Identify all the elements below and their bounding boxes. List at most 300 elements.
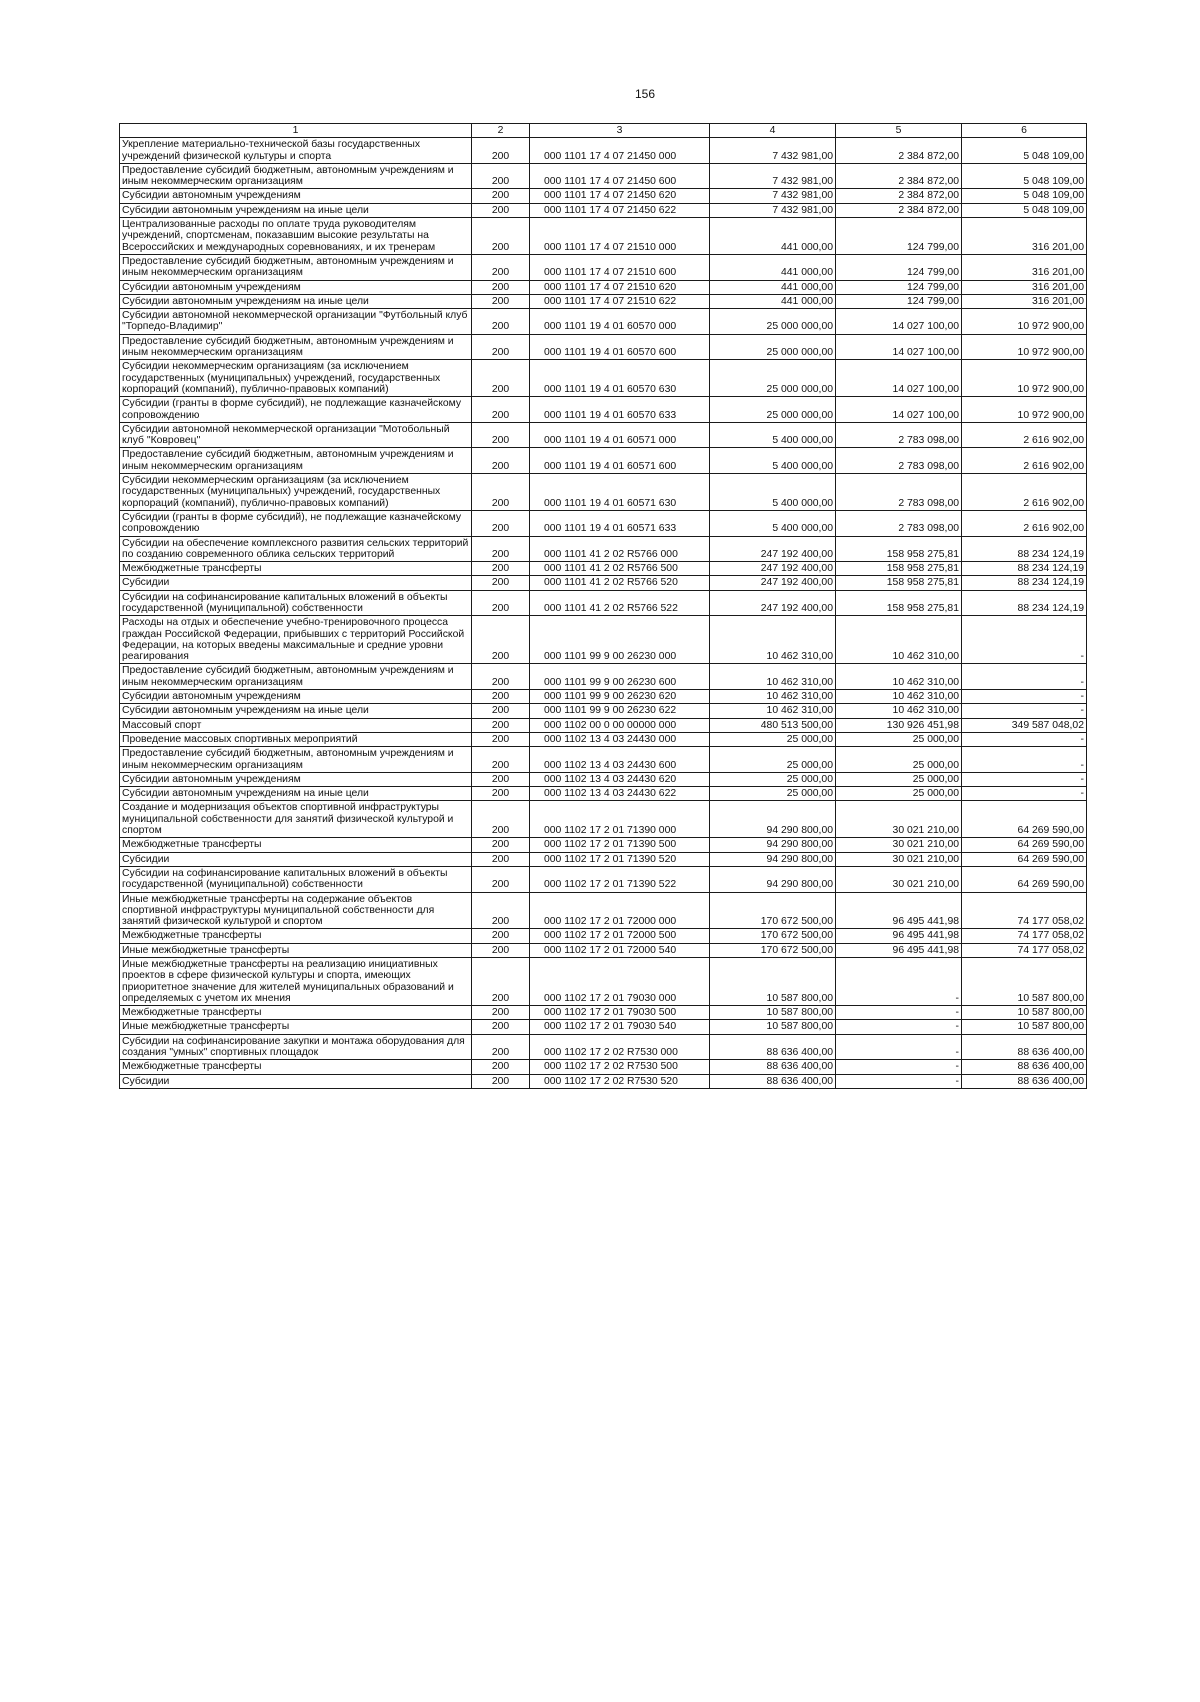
page-number: 156 — [634, 87, 656, 101]
row-name: Субсидии — [120, 852, 472, 866]
table-row — [120, 590, 1087, 616]
column-header: 3 — [530, 124, 710, 138]
row-budget-code: 000 1101 17 4 07 21450 600 — [530, 163, 710, 189]
row-name: Субсидии автономным учреждениям на иные цели — [120, 294, 472, 308]
row-budget-code: 000 1102 17 2 01 71390 522 — [530, 866, 710, 892]
row-budget-code: 000 1101 99 9 00 26230 622 — [530, 704, 710, 718]
row-admin-code: 200 — [472, 718, 530, 732]
column-header: 5 — [836, 124, 962, 138]
table-row — [120, 1034, 1087, 1060]
table-row — [120, 280, 1087, 294]
row-name: Субсидии автономным учреждениям на иные цели — [120, 704, 472, 718]
table-row — [120, 254, 1087, 280]
row-executed-amount: 2 783 098,00 — [836, 474, 962, 511]
row-name: Иные межбюджетные трансферты — [120, 1020, 472, 1034]
row-executed-amount: 2 384 872,00 — [836, 203, 962, 217]
row-name: Субсидии — [120, 576, 472, 590]
row-remaining-amount: 5 048 109,00 — [962, 203, 1087, 217]
row-remaining-amount: 10 587 800,00 — [962, 1006, 1087, 1020]
row-admin-code: 200 — [472, 163, 530, 189]
row-approved-amount: 94 290 800,00 — [710, 852, 836, 866]
row-executed-amount: 14 027 100,00 — [836, 397, 962, 423]
row-approved-amount: 441 000,00 — [710, 218, 836, 255]
row-approved-amount: 5 400 000,00 — [710, 448, 836, 474]
row-admin-code: 200 — [472, 1060, 530, 1074]
row-executed-amount: 10 462 310,00 — [836, 690, 962, 704]
table-row — [120, 562, 1087, 576]
table-row — [120, 576, 1087, 590]
row-budget-code: 000 1101 17 4 07 21450 622 — [530, 203, 710, 217]
row-admin-code: 200 — [472, 576, 530, 590]
row-approved-amount: 5 400 000,00 — [710, 474, 836, 511]
row-budget-code: 000 1101 99 9 00 26230 620 — [530, 690, 710, 704]
row-executed-amount: - — [836, 1020, 962, 1034]
column-header: 1 — [120, 124, 472, 138]
row-approved-amount: 10 587 800,00 — [710, 1006, 836, 1020]
row-executed-amount: 2 384 872,00 — [836, 163, 962, 189]
row-name: Иные межбюджетные трансферты на содержание объектов спортивной инфраструктуры муниципальной собственности для занятий физической культурой и спортом — [120, 892, 472, 929]
row-budget-code: 000 1101 41 2 02 R5766 520 — [530, 576, 710, 590]
row-budget-code: 000 1102 17 2 01 71390 520 — [530, 852, 710, 866]
row-executed-amount: 25 000,00 — [836, 772, 962, 786]
row-approved-amount: 7 432 981,00 — [710, 163, 836, 189]
row-admin-code: 200 — [472, 422, 530, 448]
row-admin-code: 200 — [472, 747, 530, 773]
row-executed-amount: - — [836, 1060, 962, 1074]
row-admin-code: 200 — [472, 448, 530, 474]
row-admin-code: 200 — [472, 664, 530, 690]
row-budget-code: 000 1102 17 2 01 79030 500 — [530, 1006, 710, 1020]
row-budget-code: 000 1101 19 4 01 60570 000 — [530, 309, 710, 335]
row-remaining-amount: - — [962, 616, 1087, 664]
row-remaining-amount: 316 201,00 — [962, 294, 1087, 308]
row-name: Создание и модернизация объектов спортивной инфраструктуры муниципальной собственности для занятий физической культурой и спортом — [120, 801, 472, 838]
row-admin-code: 200 — [472, 536, 530, 562]
row-executed-amount: 14 027 100,00 — [836, 334, 962, 360]
row-executed-amount: 25 000,00 — [836, 732, 962, 746]
table-row — [120, 838, 1087, 852]
row-admin-code: 200 — [472, 360, 530, 397]
row-remaining-amount: 74 177 058,02 — [962, 929, 1087, 943]
table-row — [120, 801, 1087, 838]
row-approved-amount: 5 400 000,00 — [710, 422, 836, 448]
row-approved-amount: 5 400 000,00 — [710, 510, 836, 536]
row-approved-amount: 170 672 500,00 — [710, 929, 836, 943]
row-name: Иные межбюджетные трансферты — [120, 943, 472, 957]
row-budget-code: 000 1101 17 4 07 21510 622 — [530, 294, 710, 308]
row-budget-code: 000 1102 13 4 03 24430 622 — [530, 787, 710, 801]
row-executed-amount: 158 958 275,81 — [836, 562, 962, 576]
row-admin-code: 200 — [472, 1074, 530, 1088]
row-budget-code: 000 1101 41 2 02 R5766 000 — [530, 536, 710, 562]
row-name: Массовый спорт — [120, 718, 472, 732]
table-row — [120, 958, 1087, 1006]
row-approved-amount: 10 462 310,00 — [710, 704, 836, 718]
table-row — [120, 943, 1087, 957]
row-executed-amount: 96 495 441,98 — [836, 943, 962, 957]
row-approved-amount: 25 000,00 — [710, 787, 836, 801]
row-approved-amount: 25 000 000,00 — [710, 397, 836, 423]
row-name: Субсидии автономным учреждениям — [120, 280, 472, 294]
row-budget-code: 000 1101 19 4 01 60571 630 — [530, 474, 710, 511]
row-executed-amount: 30 021 210,00 — [836, 838, 962, 852]
row-admin-code: 200 — [472, 203, 530, 217]
row-executed-amount: 96 495 441,98 — [836, 929, 962, 943]
table-row — [120, 772, 1087, 786]
table-row — [120, 474, 1087, 511]
row-admin-code: 200 — [472, 732, 530, 746]
row-remaining-amount: - — [962, 732, 1087, 746]
row-remaining-amount: 10 587 800,00 — [962, 1020, 1087, 1034]
row-remaining-amount: 88 234 124,19 — [962, 590, 1087, 616]
row-approved-amount: 441 000,00 — [710, 280, 836, 294]
row-approved-amount: 25 000,00 — [710, 772, 836, 786]
row-name: Предоставление субсидий бюджетным, автономным учреждениям и иным некоммерческим организациям — [120, 334, 472, 360]
row-name: Укрепление материально-технической базы государственных учреждений физической культуры и спорта — [120, 138, 472, 164]
table-row — [120, 1020, 1087, 1034]
row-admin-code: 200 — [472, 616, 530, 664]
row-admin-code: 200 — [472, 801, 530, 838]
row-executed-amount: - — [836, 1074, 962, 1088]
row-budget-code: 000 1101 17 4 07 21510 620 — [530, 280, 710, 294]
row-budget-code: 000 1102 17 2 01 72000 000 — [530, 892, 710, 929]
row-name: Субсидии автономной некоммерческой организации "Мотобольный клуб "Ковровец" — [120, 422, 472, 448]
row-name: Межбюджетные трансферты — [120, 1006, 472, 1020]
row-name: Предоставление субсидий бюджетным, автономным учреждениям и иным некоммерческим организациям — [120, 664, 472, 690]
row-approved-amount: 25 000 000,00 — [710, 309, 836, 335]
table-row — [120, 852, 1087, 866]
table-row — [120, 1060, 1087, 1074]
row-executed-amount: 30 021 210,00 — [836, 866, 962, 892]
table-row — [120, 536, 1087, 562]
row-remaining-amount: 2 616 902,00 — [962, 448, 1087, 474]
row-approved-amount: 88 636 400,00 — [710, 1034, 836, 1060]
table-row — [120, 787, 1087, 801]
row-executed-amount: 124 799,00 — [836, 218, 962, 255]
row-executed-amount: 2 384 872,00 — [836, 138, 962, 164]
row-approved-amount: 247 192 400,00 — [710, 590, 836, 616]
row-admin-code: 200 — [472, 309, 530, 335]
row-name: Субсидии автономной некоммерческой организации "Футбольный клуб "Торпедо-Владимир" — [120, 309, 472, 335]
row-budget-code: 000 1102 17 2 01 72000 540 — [530, 943, 710, 957]
row-approved-amount: 25 000,00 — [710, 732, 836, 746]
row-remaining-amount: 74 177 058,02 — [962, 943, 1087, 957]
row-approved-amount: 247 192 400,00 — [710, 576, 836, 590]
row-executed-amount: 96 495 441,98 — [836, 892, 962, 929]
row-remaining-amount: 2 616 902,00 — [962, 474, 1087, 511]
row-admin-code: 200 — [472, 334, 530, 360]
row-budget-code: 000 1102 17 2 01 71390 000 — [530, 801, 710, 838]
row-executed-amount: 124 799,00 — [836, 280, 962, 294]
row-remaining-amount: 10 972 900,00 — [962, 334, 1087, 360]
row-executed-amount: - — [836, 1006, 962, 1020]
row-name: Субсидии автономным учреждениям — [120, 772, 472, 786]
row-admin-code: 200 — [472, 958, 530, 1006]
row-budget-code: 000 1102 13 4 03 24430 000 — [530, 732, 710, 746]
row-remaining-amount: 349 587 048,02 — [962, 718, 1087, 732]
row-admin-code: 200 — [472, 474, 530, 511]
row-name: Субсидии на софинансирование капитальных вложений в объекты государственной (муниципальной) собственности — [120, 866, 472, 892]
row-remaining-amount: 5 048 109,00 — [962, 189, 1087, 203]
row-approved-amount: 480 513 500,00 — [710, 718, 836, 732]
table-row — [120, 397, 1087, 423]
row-budget-code: 000 1102 13 4 03 24430 600 — [530, 747, 710, 773]
row-budget-code: 000 1102 17 2 02 R7530 520 — [530, 1074, 710, 1088]
row-approved-amount: 94 290 800,00 — [710, 866, 836, 892]
row-budget-code: 000 1102 17 2 01 79030 000 — [530, 958, 710, 1006]
row-admin-code: 200 — [472, 189, 530, 203]
table-row — [120, 616, 1087, 664]
column-header: 4 — [710, 124, 836, 138]
row-admin-code: 200 — [472, 138, 530, 164]
row-remaining-amount: 88 234 124,19 — [962, 562, 1087, 576]
row-name: Межбюджетные трансферты — [120, 838, 472, 852]
row-budget-code: 000 1102 17 2 01 71390 500 — [530, 838, 710, 852]
row-budget-code: 000 1102 17 2 02 R7530 000 — [530, 1034, 710, 1060]
table-row — [120, 690, 1087, 704]
row-name: Субсидии на обеспечение комплексного развития сельских территорий по созданию современного облика сельских территорий — [120, 536, 472, 562]
row-name: Предоставление субсидий бюджетным, автономным учреждениям и иным некоммерческим организациям — [120, 163, 472, 189]
row-name: Предоставление субсидий бюджетным, автономным учреждениям и иным некоммерческим организациям — [120, 747, 472, 773]
column-header: 2 — [472, 124, 530, 138]
row-approved-amount: 25 000 000,00 — [710, 360, 836, 397]
row-remaining-amount: 316 201,00 — [962, 254, 1087, 280]
row-budget-code: 000 1101 17 4 07 21510 000 — [530, 218, 710, 255]
row-executed-amount: 30 021 210,00 — [836, 801, 962, 838]
row-name: Субсидии автономным учреждениям — [120, 189, 472, 203]
table-row — [120, 929, 1087, 943]
row-admin-code: 200 — [472, 943, 530, 957]
row-approved-amount: 10 462 310,00 — [710, 616, 836, 664]
row-budget-code: 000 1101 19 4 01 60570 633 — [530, 397, 710, 423]
row-remaining-amount: - — [962, 747, 1087, 773]
table-row — [120, 510, 1087, 536]
table-row — [120, 422, 1087, 448]
row-approved-amount: 94 290 800,00 — [710, 838, 836, 852]
row-budget-code: 000 1101 19 4 01 60571 000 — [530, 422, 710, 448]
row-approved-amount: 10 587 800,00 — [710, 1020, 836, 1034]
row-executed-amount: 14 027 100,00 — [836, 309, 962, 335]
column-number-row — [120, 124, 1087, 138]
row-budget-code: 000 1101 19 4 01 60570 630 — [530, 360, 710, 397]
row-remaining-amount: 316 201,00 — [962, 218, 1087, 255]
row-admin-code: 200 — [472, 280, 530, 294]
row-remaining-amount: 10 972 900,00 — [962, 309, 1087, 335]
row-admin-code: 200 — [472, 254, 530, 280]
row-remaining-amount: 64 269 590,00 — [962, 838, 1087, 852]
row-budget-code: 000 1102 17 2 02 R7530 500 — [530, 1060, 710, 1074]
row-executed-amount: 25 000,00 — [836, 787, 962, 801]
table-row — [120, 747, 1087, 773]
row-budget-code: 000 1101 17 4 07 21450 000 — [530, 138, 710, 164]
row-executed-amount: 130 926 451,98 — [836, 718, 962, 732]
row-name: Субсидии автономным учреждениям на иные цели — [120, 203, 472, 217]
row-approved-amount: 170 672 500,00 — [710, 943, 836, 957]
row-executed-amount: 124 799,00 — [836, 294, 962, 308]
row-approved-amount: 10 462 310,00 — [710, 664, 836, 690]
row-executed-amount: 10 462 310,00 — [836, 616, 962, 664]
row-remaining-amount: 74 177 058,02 — [962, 892, 1087, 929]
table-row — [120, 203, 1087, 217]
table-row — [120, 360, 1087, 397]
row-remaining-amount: 88 234 124,19 — [962, 536, 1087, 562]
row-remaining-amount: - — [962, 787, 1087, 801]
row-remaining-amount: 64 269 590,00 — [962, 852, 1087, 866]
row-admin-code: 200 — [472, 1020, 530, 1034]
row-name: Субсидии на софинансирование капитальных вложений в объекты государственной (муниципальной) собственности — [120, 590, 472, 616]
row-admin-code: 200 — [472, 838, 530, 852]
budget-table — [119, 123, 1087, 1089]
row-name: Межбюджетные трансферты — [120, 929, 472, 943]
row-remaining-amount: 5 048 109,00 — [962, 138, 1087, 164]
row-budget-code: 000 1101 17 4 07 21450 620 — [530, 189, 710, 203]
table-row — [120, 718, 1087, 732]
row-budget-code: 000 1101 19 4 01 60571 633 — [530, 510, 710, 536]
row-name: Проведение массовых спортивных мероприятий — [120, 732, 472, 746]
row-approved-amount: 88 636 400,00 — [710, 1074, 836, 1088]
row-approved-amount: 441 000,00 — [710, 254, 836, 280]
row-admin-code: 200 — [472, 704, 530, 718]
table-row — [120, 334, 1087, 360]
table-row — [120, 189, 1087, 203]
row-budget-code: 000 1102 00 0 00 00000 000 — [530, 718, 710, 732]
row-admin-code: 200 — [472, 294, 530, 308]
row-budget-code: 000 1101 19 4 01 60571 600 — [530, 448, 710, 474]
row-approved-amount: 7 432 981,00 — [710, 138, 836, 164]
row-budget-code: 000 1101 19 4 01 60570 600 — [530, 334, 710, 360]
row-remaining-amount: - — [962, 772, 1087, 786]
row-remaining-amount: 88 234 124,19 — [962, 576, 1087, 590]
table-row — [120, 163, 1087, 189]
row-name: Субсидии (гранты в форме субсидий), не подлежащие казначейскому сопровождению — [120, 397, 472, 423]
row-name: Субсидии на софинансирование закупки и монтажа оборудования для создания "умных" спортивных площадок — [120, 1034, 472, 1060]
row-budget-code: 000 1101 99 9 00 26230 000 — [530, 616, 710, 664]
row-budget-code: 000 1102 17 2 01 72000 500 — [530, 929, 710, 943]
column-header: 6 — [962, 124, 1087, 138]
row-approved-amount: 25 000 000,00 — [710, 334, 836, 360]
row-executed-amount: 158 958 275,81 — [836, 590, 962, 616]
row-executed-amount: 158 958 275,81 — [836, 576, 962, 590]
row-remaining-amount: - — [962, 664, 1087, 690]
row-name: Предоставление субсидий бюджетным, автономным учреждениям и иным некоммерческим организациям — [120, 448, 472, 474]
row-executed-amount: 2 783 098,00 — [836, 448, 962, 474]
row-admin-code: 200 — [472, 929, 530, 943]
row-name: Предоставление субсидий бюджетным, автономным учреждениям и иным некоммерческим организациям — [120, 254, 472, 280]
row-remaining-amount: 64 269 590,00 — [962, 866, 1087, 892]
table-row — [120, 704, 1087, 718]
row-budget-code: 000 1101 41 2 02 R5766 522 — [530, 590, 710, 616]
row-approved-amount: 7 432 981,00 — [710, 203, 836, 217]
row-approved-amount: 10 587 800,00 — [710, 958, 836, 1006]
row-name: Межбюджетные трансферты — [120, 1060, 472, 1074]
table-row — [120, 294, 1087, 308]
row-budget-code: 000 1101 17 4 07 21510 600 — [530, 254, 710, 280]
row-remaining-amount: 2 616 902,00 — [962, 510, 1087, 536]
row-remaining-amount: 88 636 400,00 — [962, 1060, 1087, 1074]
row-approved-amount: 7 432 981,00 — [710, 189, 836, 203]
row-admin-code: 200 — [472, 1034, 530, 1060]
row-remaining-amount: 5 048 109,00 — [962, 163, 1087, 189]
row-remaining-amount: - — [962, 704, 1087, 718]
row-executed-amount: 30 021 210,00 — [836, 852, 962, 866]
row-name: Субсидии — [120, 1074, 472, 1088]
row-remaining-amount: 10 972 900,00 — [962, 397, 1087, 423]
row-admin-code: 200 — [472, 1006, 530, 1020]
row-admin-code: 200 — [472, 397, 530, 423]
row-name: Централизованные расходы по оплате труда руководителям учреждений, спортсменам, показавшим высокие результаты на Всероссийских и международных соревнованиях, и их тренерам — [120, 218, 472, 255]
row-executed-amount: 124 799,00 — [836, 254, 962, 280]
table-row — [120, 892, 1087, 929]
row-name: Субсидии автономным учреждениям — [120, 690, 472, 704]
row-remaining-amount: 88 636 400,00 — [962, 1074, 1087, 1088]
row-executed-amount: 158 958 275,81 — [836, 536, 962, 562]
row-approved-amount: 247 192 400,00 — [710, 562, 836, 576]
row-admin-code: 200 — [472, 218, 530, 255]
row-approved-amount: 25 000,00 — [710, 747, 836, 773]
table-row — [120, 218, 1087, 255]
table-row — [120, 448, 1087, 474]
row-remaining-amount: 2 616 902,00 — [962, 422, 1087, 448]
row-admin-code: 200 — [472, 787, 530, 801]
row-approved-amount: 441 000,00 — [710, 294, 836, 308]
row-approved-amount: 247 192 400,00 — [710, 536, 836, 562]
row-name: Субсидии некоммерческим организациям (за исключением государственных (муниципальных) учреждений, государственных корпораций (компаний), публично-правовых компаний) — [120, 360, 472, 397]
row-admin-code: 200 — [472, 892, 530, 929]
row-admin-code: 200 — [472, 690, 530, 704]
row-executed-amount: 14 027 100,00 — [836, 360, 962, 397]
row-executed-amount: 2 783 098,00 — [836, 422, 962, 448]
row-remaining-amount: - — [962, 690, 1087, 704]
row-admin-code: 200 — [472, 772, 530, 786]
row-name: Иные межбюджетные трансферты на реализацию инициативных проектов в сфере физической культуры и спорта, имеющих приоритетное значение для жителей муниципальных образований и определяемых с учетом их мнения — [120, 958, 472, 1006]
row-executed-amount: 10 462 310,00 — [836, 664, 962, 690]
row-budget-code: 000 1102 13 4 03 24430 620 — [530, 772, 710, 786]
table-row — [120, 309, 1087, 335]
row-approved-amount: 94 290 800,00 — [710, 801, 836, 838]
row-admin-code: 200 — [472, 562, 530, 576]
table-row — [120, 138, 1087, 164]
row-name: Субсидии автономным учреждениям на иные цели — [120, 787, 472, 801]
row-admin-code: 200 — [472, 510, 530, 536]
row-remaining-amount: 64 269 590,00 — [962, 801, 1087, 838]
row-name: Расходы на отдых и обеспечение учебно-тренировочного процесса граждан Российской Федерации, прибывших с территорий Российской Федерации, на которых введены максимальные и средние уровни реагирования — [120, 616, 472, 664]
row-name: Субсидии (гранты в форме субсидий), не подлежащие казначейскому сопровождению — [120, 510, 472, 536]
table-body — [120, 138, 1087, 1089]
table-row — [120, 866, 1087, 892]
row-admin-code: 200 — [472, 852, 530, 866]
row-approved-amount: 170 672 500,00 — [710, 892, 836, 929]
table-row — [120, 664, 1087, 690]
row-remaining-amount: 10 972 900,00 — [962, 360, 1087, 397]
row-name: Субсидии некоммерческим организациям (за исключением государственных (муниципальных) учреждений, государственных корпораций (компаний), публично-правовых компаний) — [120, 474, 472, 511]
row-name: Межбюджетные трансферты — [120, 562, 472, 576]
row-executed-amount: 25 000,00 — [836, 747, 962, 773]
row-remaining-amount: 316 201,00 — [962, 280, 1087, 294]
row-executed-amount: - — [836, 1034, 962, 1060]
row-admin-code: 200 — [472, 590, 530, 616]
row-budget-code: 000 1102 17 2 01 79030 540 — [530, 1020, 710, 1034]
row-remaining-amount: 88 636 400,00 — [962, 1034, 1087, 1060]
row-approved-amount: 10 462 310,00 — [710, 690, 836, 704]
row-executed-amount: - — [836, 958, 962, 1006]
row-executed-amount: 10 462 310,00 — [836, 704, 962, 718]
row-budget-code: 000 1101 99 9 00 26230 600 — [530, 664, 710, 690]
row-remaining-amount: 10 587 800,00 — [962, 958, 1087, 1006]
row-executed-amount: 2 384 872,00 — [836, 189, 962, 203]
table-row — [120, 732, 1087, 746]
table-row — [120, 1006, 1087, 1020]
row-approved-amount: 88 636 400,00 — [710, 1060, 836, 1074]
